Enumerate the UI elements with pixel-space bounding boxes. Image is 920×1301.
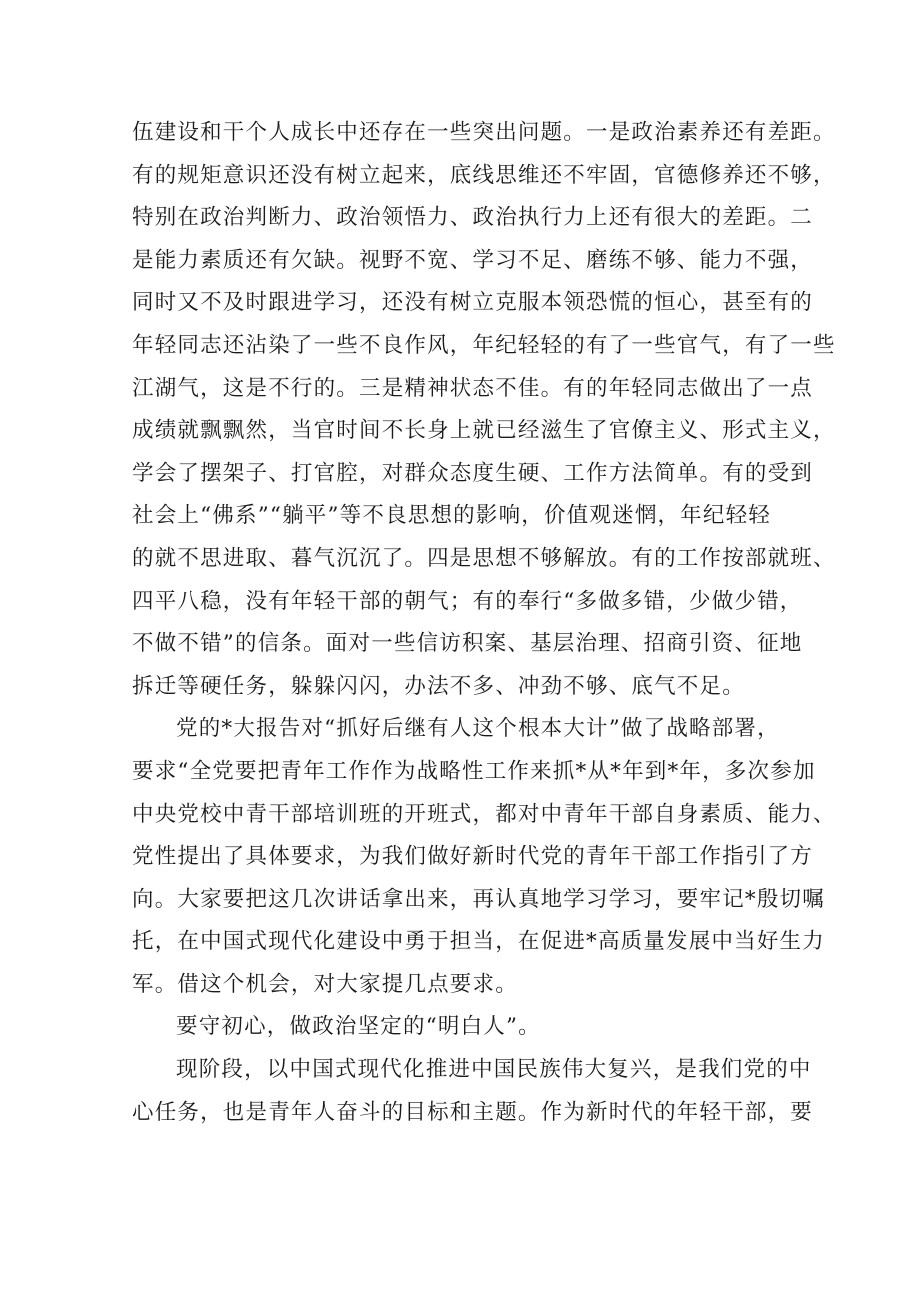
text-line: 军。借这个机会，对大家提几点要求。	[132, 971, 518, 997]
text-line: 向。大家要把这几次讲话拿出来，再认真地学习学习，要牢记*殷切嘱	[132, 886, 825, 912]
text-line: 同时又不及时跟进学习，还没有树立克服本领恐慌的恒心，甚至有的	[132, 290, 814, 316]
text-line: 特别在政治判断力、政治领悟力、政治执行力上还有很大的差距。二	[132, 205, 814, 231]
text-line: 党性提出了具体要求，为我们做好新时代党的青年干部工作指引了方	[132, 844, 814, 870]
text-line: 不做不错”的信条。面对一些信访积案、基层治理、招商引资、征地	[132, 631, 803, 657]
text-line: 年轻同志还沾染了一些不良作风，年纪轻轻的有了一些官气，有了一些	[132, 332, 836, 358]
text-line: 是能力素质还有欠缺。视野不宽、学习不足、磨练不够、能力不强，	[132, 247, 814, 273]
text-line: 拆迁等硬任务，躲躲闪闪，办法不多、冲劲不够、底气不足。	[132, 673, 745, 699]
body-text	[132, 112, 836, 1134]
text-line: 江湖气，这是不行的。三是精神状态不佳。有的年轻同志做出了一点	[132, 375, 814, 401]
text-line: 中央党校中青干部培训班的开班式，都对中青年干部自身素质、能力、	[132, 801, 836, 827]
text-line: 伍建设和干个人成长中还存在一些突出问题。一是政治素养还有差距。	[132, 120, 836, 145]
text-line: 学会了摆架子、打官腔，对群众态度生硬、工作方法简单。有的受到	[132, 460, 814, 486]
text-line: 成绩就飘飘然，当官时间不长身上就已经滋生了官僚主义、形式主义，	[132, 418, 836, 444]
text-line: 有的规矩意识还没有树立起来，底线思维还不牢固，官德修养还不够，	[132, 162, 836, 188]
text-line: 四平八稳，没有年轻干部的朝气；有的奉行“多做多错，少做少错，	[132, 588, 803, 614]
text-line: 托，在中国式现代化建设中勇于担当，在促进*高质量发展中当好生力	[132, 929, 825, 955]
text-line: 要求“全党要把青年工作作为战略性工作来抓*从*年到*年，多次参加	[132, 758, 816, 784]
text-line: 社会上“佛系”“躺平”等不良思想的影响，价值观迷惘，年纪轻轻	[132, 503, 771, 529]
text-line: 的就不思进取、暮气沉沉了。四是思想不够解放。有的工作按部就班、	[132, 545, 836, 571]
paragraph-start-line: 党的*大报告对“抓好后继有人这个根本大计”做了战略部署，	[176, 716, 780, 742]
section-heading: 要守初心，做政治坚定的“明白人”。	[176, 1014, 541, 1040]
text-line: 心任务，也是青年人奋斗的目标和主题。作为新时代的年轻干部，要	[132, 1099, 814, 1125]
paragraph-start-line: 现阶段，以中国式现代化推进中国民族伟大复兴，是我们党的中	[176, 1057, 812, 1083]
